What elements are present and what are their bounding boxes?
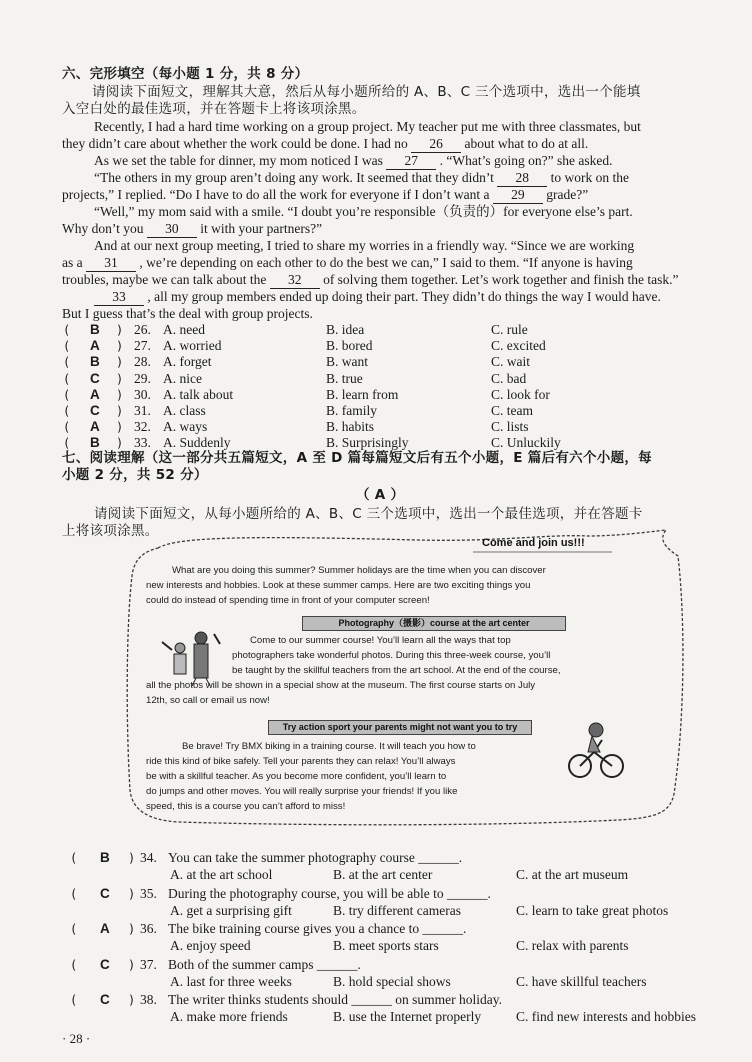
paren-open: ( — [63, 371, 71, 386]
paren-open: ( — [63, 387, 71, 402]
option-b: B. idea — [326, 322, 365, 337]
answer-mark: B — [90, 435, 100, 451]
passage-line-5 — [62, 186, 588, 204]
passage-text: to work on the — [550, 170, 630, 185]
option-c: C. find new interests and hobbies — [516, 1009, 696, 1024]
passage-line-11 — [94, 288, 661, 306]
answer-mark: C — [90, 403, 100, 418]
paren-close: ) — [116, 387, 124, 402]
bmx-rider-illustration — [566, 722, 626, 780]
passage-line-3 — [94, 152, 612, 170]
option-c: C. have skillful teachers — [516, 973, 647, 989]
passage-line-8: And at our next group meeting, I tried to share my worries in a friendly way. “Since we are working — [94, 238, 635, 253]
paren-open: ( — [63, 339, 71, 354]
passage-line-2 — [62, 135, 588, 153]
option-b: B. family — [326, 403, 377, 418]
blank-27: 27 — [386, 152, 436, 170]
option-c: C. Unluckily — [491, 435, 561, 451]
blank-28: 28 — [497, 169, 547, 187]
page-number: · 28 · — [62, 1031, 91, 1046]
paren-close: ) — [116, 436, 124, 451]
photography-banner: Photography（摄影）course at the art center — [302, 616, 566, 631]
question-number: 33. — [134, 435, 151, 451]
question-number: 28. — [134, 354, 151, 370]
paren-close: ) — [116, 404, 124, 418]
option-b: B. hold special shows — [333, 973, 451, 989]
option-a: A. at the art school — [170, 867, 273, 882]
answer-mark: C — [100, 992, 110, 1007]
question-number: 36. — [140, 921, 157, 936]
passage-text: , all my group members ended up doing their part. They didn’t do things the way I would have. — [147, 289, 661, 304]
question-stem: The bike training course gives you a chance to ______. — [168, 921, 467, 936]
question-number: 31. — [134, 403, 151, 418]
paren-open: ( — [70, 957, 78, 972]
option-b: B. at the art center — [333, 867, 433, 882]
passage-text: they didn’t care about whether the work could be done. I had no — [62, 136, 408, 151]
bmx-paragraph-line: be with a skillful teacher. As you become more confident, you’ll learn to — [146, 771, 447, 782]
answer-mark: B — [100, 850, 110, 865]
passage-text: of solving them together. Let’s work together and finish the task.” — [323, 272, 679, 287]
paren-open: ( — [63, 355, 71, 370]
option-a: A. worried — [163, 338, 222, 354]
answer-mark: A — [100, 921, 110, 936]
paren-open: ( — [70, 851, 78, 865]
passage-line-9 — [62, 254, 633, 272]
question-number: 27. — [134, 338, 151, 354]
blank-32: 32 — [270, 271, 320, 289]
option-a: A. make more friends — [170, 1009, 288, 1024]
option-c: C. look for — [491, 386, 550, 402]
question-number: 30. — [134, 386, 151, 402]
bmx-paragraph-line: do jumps and other moves. You will really surprise your friends! If you like — [146, 786, 458, 797]
answer-mark: C — [100, 956, 110, 972]
question-number: 35. — [140, 885, 157, 901]
option-a: A. ways — [163, 419, 208, 435]
paren-open: ( — [70, 922, 78, 936]
part-a-label: （ A ） — [356, 487, 405, 503]
paren-close: ) — [128, 886, 136, 901]
section-7-instruction-2: 上将该项涂黑。 — [62, 523, 159, 539]
blank-26: 26 — [411, 135, 461, 153]
section-6-instruction-2: 入空白处的最佳选项，并在答题卡上将该项涂黑。 — [62, 101, 366, 117]
paren-close: ) — [116, 420, 124, 435]
option-a: A. nice — [163, 370, 202, 386]
paren-open: ( — [63, 404, 71, 418]
passage-text: grade?” — [546, 187, 589, 202]
passage-line-4 — [94, 169, 629, 187]
photography-paragraph-line: Come to our summer course! You’ll learn all the ways that top — [250, 635, 511, 646]
option-a: A. enjoy speed — [170, 938, 251, 953]
answer-mark: B — [90, 354, 100, 370]
paren-close: ) — [128, 957, 136, 972]
option-a: A. talk about — [163, 386, 234, 402]
paren-close: ) — [128, 993, 136, 1007]
advert-intro-line: could do instead of spending time in front of your computer screen! — [146, 595, 430, 606]
option-c: C. at the art museum — [516, 867, 629, 882]
question-number: 32. — [134, 419, 151, 435]
blank-30: 30 — [147, 220, 197, 238]
answer-mark: A — [90, 338, 100, 354]
option-a: A. need — [163, 322, 205, 337]
bmx-paragraph-line: ride this kind of bike safely. Tell your parents they can relax! You’ll always — [146, 756, 456, 767]
advert-intro-line: new interests and hobbies. Look at these summer camps. Here are two exciting things you — [146, 580, 531, 591]
paren-close: ) — [116, 355, 124, 370]
option-a: A. get a surprising gift — [170, 902, 292, 918]
option-c: C. lists — [491, 419, 529, 435]
option-b: B. try different cameras — [333, 902, 461, 918]
option-c: C. rule — [491, 322, 528, 337]
question-stem: During the photography course, you will be able to ______. — [168, 885, 491, 901]
option-b: B. Surprisingly — [326, 435, 409, 451]
paren-open: ( — [63, 323, 71, 337]
option-b: B. habits — [326, 419, 375, 435]
option-c: C. relax with parents — [516, 938, 629, 953]
option-b: B. learn from — [326, 386, 399, 402]
option-c: C. bad — [491, 370, 527, 386]
blank-33: 33 — [94, 288, 144, 306]
option-c: C. excited — [491, 338, 546, 354]
paren-open: ( — [63, 436, 71, 451]
bmx-paragraph-line: speed, this is a course you can’t afford to miss! — [146, 801, 346, 812]
answer-mark: A — [90, 419, 100, 435]
photography-paragraph-line: all the photos will be shown in a special show at the museum. The first course starts on July — [146, 680, 536, 691]
photographers-illustration — [158, 626, 228, 686]
option-b: B. want — [326, 354, 368, 370]
paren-open: ( — [63, 420, 71, 435]
photography-paragraph-line: 12th, so call or email us now! — [146, 695, 270, 706]
section-7-heading-1: 七、阅读理解（这一部分共五篇短文，A 至 D 篇每篇短文后有五个小题，E 篇后有六个小题，每 — [62, 450, 652, 466]
blank-31: 31 — [86, 254, 136, 272]
blank-29: 29 — [493, 186, 543, 204]
paren-close: ) — [116, 339, 124, 354]
passage-line-12: But I guess that’s the deal with group projects. — [62, 306, 313, 321]
section-6-heading: 六、完形填空（每小题 1 分，共 8 分） — [62, 66, 309, 82]
passage-text: “The others in my group aren’t doing any work. It seemed that they didn’t — [94, 170, 494, 185]
action-sport-banner: Try action sport your parents might not want you to try — [268, 720, 532, 735]
passage-text: , we’re depending on each other to do the best we can,” I said to them. “If anyone is having — [139, 255, 633, 270]
advert-intro-line: What are you doing this summer? Summer holidays are the time when you can discover — [172, 565, 546, 576]
option-a: A. Suddenly — [163, 435, 231, 451]
passage-line-7 — [62, 220, 322, 238]
question-stem: The writer thinks students should ______ on summer holiday. — [168, 992, 502, 1007]
option-a: A. class — [163, 403, 206, 418]
paren-open: ( — [70, 886, 78, 901]
passage-text: projects,” I replied. “Do I have to do all the work for everyone if I don’t want a — [62, 187, 490, 202]
paren-close: ) — [128, 851, 136, 865]
bmx-paragraph-line: Be brave! Try BMX biking in a training course. It will teach you how to — [182, 741, 476, 752]
answer-mark: A — [90, 386, 100, 402]
question-number: 38. — [140, 992, 157, 1007]
option-b: B. meet sports stars — [333, 938, 439, 953]
question-number: 26. — [134, 322, 151, 337]
question-stem: You can take the summer photography course ______. — [168, 850, 463, 865]
option-b: B. true — [326, 370, 363, 386]
option-c: C. learn to take great photos — [516, 902, 669, 918]
passage-line-10 — [62, 271, 679, 289]
passage-text: As we set the table for dinner, my mom noticed I was — [94, 153, 383, 168]
option-b: B. bored — [326, 338, 373, 354]
paren-close: ) — [116, 371, 124, 386]
advert-title: Come and join us!!! — [482, 537, 585, 549]
passage-text: it with your partners?” — [200, 221, 323, 236]
passage-text: . “What’s going on?” she asked. — [439, 153, 613, 168]
option-c: C. wait — [491, 354, 530, 370]
section-7-heading-2: 小题 2 分，共 52 分） — [62, 467, 208, 483]
section-7-instruction-1: 请阅读下面短文，从每小题所给的 A、B、C 三个选项中，选出一个最佳选项，并在答题卡 — [94, 506, 643, 522]
option-a: A. forget — [163, 354, 212, 370]
summer-camp-advert — [118, 526, 688, 834]
question-number: 29. — [134, 370, 151, 386]
passage-text: troubles, maybe we can talk about the — [62, 272, 267, 287]
passage-line-6: “Well,” my mom said with a smile. “I doubt you’re responsible（负责的）for everyone else’s part. — [94, 204, 633, 219]
passage-text: about what to do at all. — [464, 136, 589, 151]
photography-paragraph-line: be taught by the skillful teachers from the art school. At the end of the course, — [232, 665, 561, 676]
passage-text: Why don’t you — [62, 221, 144, 236]
passage-text: as a — [62, 255, 83, 270]
question-stem: Both of the summer camps ______. — [168, 956, 361, 972]
answer-mark: C — [100, 885, 110, 901]
question-number: 34. — [140, 850, 157, 865]
paren-close: ) — [116, 323, 124, 337]
answer-mark: B — [90, 322, 100, 337]
question-number: 37. — [140, 956, 157, 972]
paren-open: ( — [70, 993, 78, 1007]
option-b: B. use the Internet properly — [333, 1009, 482, 1024]
passage-line-1: Recently, I had a hard time working on a group project. My teacher put me with three classmates, but — [94, 119, 641, 134]
paren-close: ) — [128, 922, 136, 936]
answer-mark: C — [90, 370, 100, 386]
photography-paragraph-line: photographers take wonderful photos. During this three-week course, you’ll — [232, 650, 551, 661]
option-a: A. last for three weeks — [170, 973, 292, 989]
section-6-instruction-1: 请阅读下面短文，理解其大意，然后从每小题所给的 A、B、C 三个选项中，选出一个能填 — [92, 84, 641, 100]
option-c: C. team — [491, 403, 533, 418]
